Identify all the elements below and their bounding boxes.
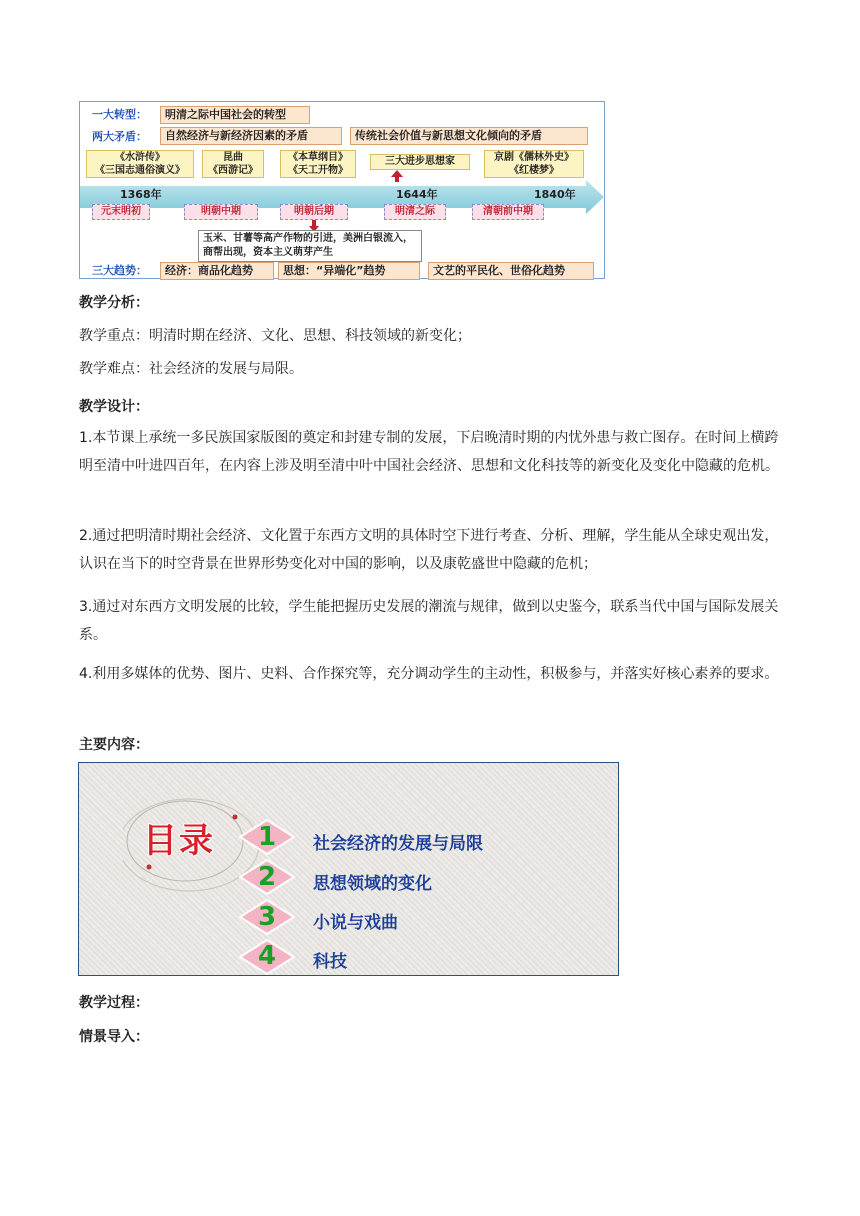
difficulty-text: 教学难点：社会经济的发展与局限。 — [79, 361, 303, 377]
work-line: 《三国志通俗演义》 — [95, 165, 185, 176]
work-line: 《红楼梦》 — [509, 165, 559, 176]
design-item-1: 1.本节课上承统一多民族国家版图的奠定和封建专制的发展，下启晚清时期的内忧外患与救亡图存。在时间上横跨明至清中叶进四百年，在内容上涉及明至清中叶中国社会经济、思想和文化科技等的新变化及变化中隐藏的危机。 — [79, 430, 779, 474]
work-box-1 — [86, 150, 194, 178]
design-item-4: 4.利用多媒体的优势、图片、史料、合作探究等，充分调动学生的主动性，积极参与，并落实好核心素养的要求。 — [79, 666, 779, 682]
design-heading: 教学设计： — [79, 399, 149, 415]
period-box: 明朝中期 — [184, 204, 258, 220]
toc-number: 1 — [257, 822, 277, 852]
work-line: 《天工开物》 — [288, 165, 348, 176]
toc-item-label[interactable]: 小说与戏曲 — [313, 913, 398, 933]
year-label: 1368年 — [120, 188, 162, 201]
period-box: 元末明初 — [92, 204, 150, 220]
contradiction-box-1: 自然经济与新经济因素的矛盾 — [160, 127, 342, 145]
period-box: 清朝前中期 — [472, 204, 544, 220]
work-line: 《本草纲目》 — [288, 152, 348, 163]
intro-heading: 情景导入： — [79, 1029, 149, 1045]
toc-item-label[interactable]: 社会经济的发展与局限 — [313, 834, 483, 854]
period-box: 明清之际 — [384, 204, 446, 220]
work-line: 《水浒传》 — [115, 152, 165, 163]
trend-box-3: 文艺的平民化、世俗化趋势 — [428, 262, 594, 280]
work-line: 《西游记》 — [208, 165, 258, 176]
trend-box-1: 经济：商品化趋势 — [160, 262, 274, 280]
design-item-3: 3.通过对东西方文明发展的比较，学生能把握历史发展的潮流与规律，做到以史鉴今，联系当代中国与国际发展关系。 — [79, 599, 779, 643]
process-heading: 教学过程： — [79, 995, 149, 1011]
period-box: 明朝后期 — [280, 204, 348, 220]
year-label: 1840年 — [534, 188, 576, 201]
toc-item-label[interactable]: 科技 — [313, 952, 347, 972]
toc-title: 目录 — [143, 821, 215, 861]
work-box-2 — [202, 150, 264, 178]
note-box: 玉米、甘薯等高产作物的引进，美洲白银流入，商帮出现，资本主义萌芽产生 — [198, 230, 422, 262]
up-arrow-icon — [391, 170, 403, 182]
work-box-5 — [484, 150, 584, 178]
toc-item-label[interactable]: 思想领域的变化 — [313, 874, 432, 894]
contradiction-box-2: 传统社会价值与新思想文化倾向的矛盾 — [350, 127, 588, 145]
trend-box-2: 思想：“异端化”趋势 — [278, 262, 420, 280]
transformation-box: 明清之际中国社会的转型 — [160, 106, 310, 124]
work-box-4 — [370, 154, 470, 170]
toc-number: 2 — [257, 862, 277, 892]
work-line: 昆曲 — [223, 152, 243, 163]
work-line: 京剧《儒林外史》 — [494, 152, 574, 163]
analysis-heading: 教学分析： — [79, 295, 149, 311]
content-heading: 主要内容： — [79, 737, 149, 753]
toc-number: 4 — [257, 941, 277, 971]
transformation-label: 一大转型： — [92, 108, 147, 121]
trends-label: 三大趋势： — [92, 264, 147, 277]
toc-figure — [78, 762, 619, 976]
work-box-3 — [280, 150, 356, 178]
contradictions-label: 两大矛盾： — [92, 130, 147, 143]
key-point-text: 教学重点：明清时期在经济、文化、思想、科技领域的新变化； — [79, 328, 471, 344]
design-item-2: 2.通过把明清时期社会经济、文化置于东西方文明的具体时空下进行考查、分析、理解，学生能从全球史观出发，认识在当下的时空背景在世界形势变化对中国的影响，以及康乾盛世中隐藏的危机； — [79, 528, 779, 572]
work-line: 三大进步思想家 — [385, 156, 455, 167]
timeline-figure — [79, 101, 605, 279]
toc-number: 3 — [257, 902, 277, 932]
year-label: 1644年 — [396, 188, 438, 201]
